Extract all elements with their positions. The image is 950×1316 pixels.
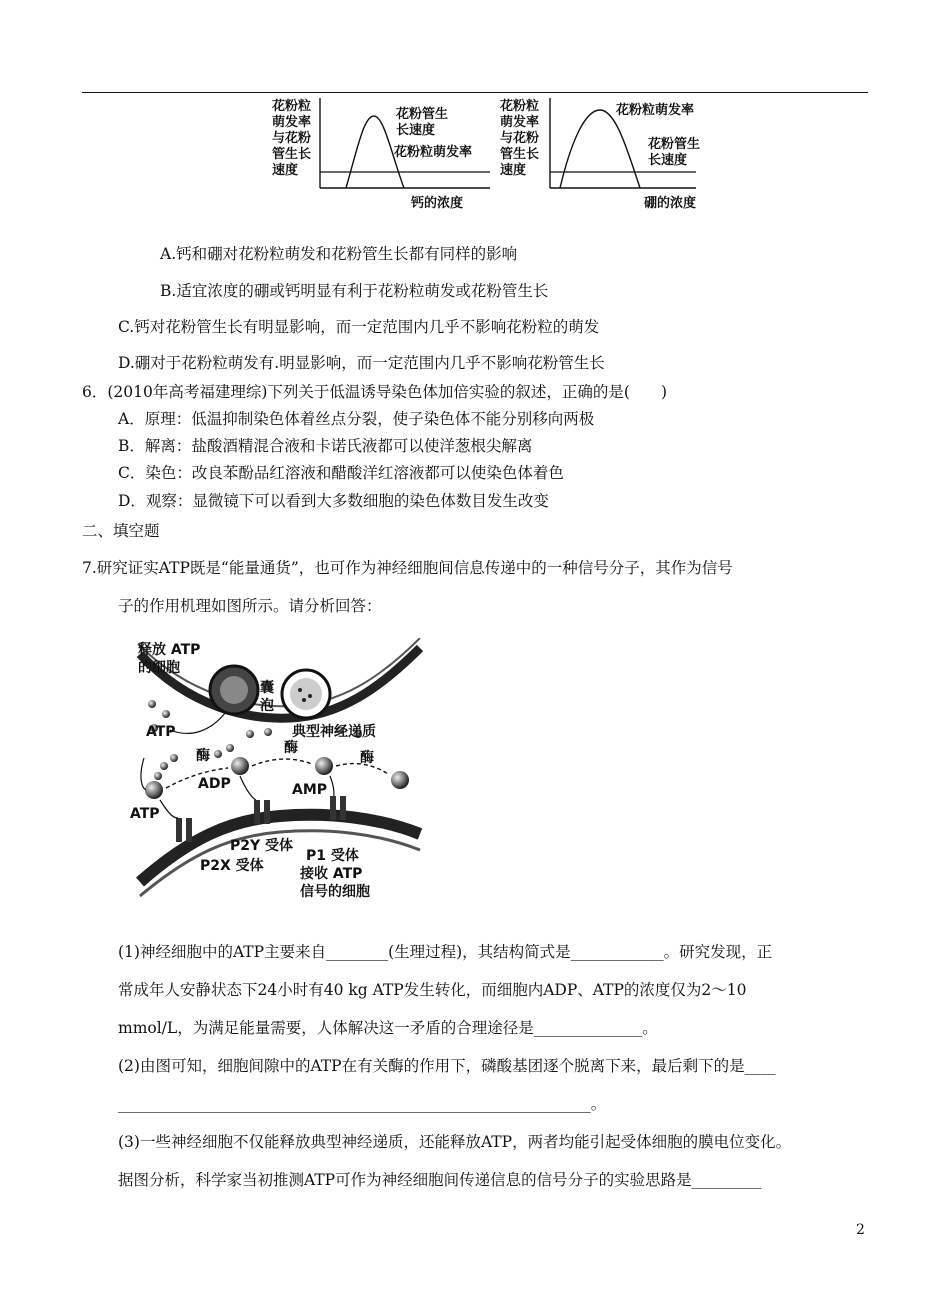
chart2-curve-label: 花粉粒萌发率 [616,103,695,118]
q6-option-b: B．解离：盐酸酒精混合液和卡诺氏液都可以使洋葱根尖解离 [118,437,533,455]
q5-option-c: C.钙对花粉管生长有明显影响，而一定范围内几乎不影响花粉粒的萌发 [118,318,600,336]
q7-sub1-cont: 常成年人安静状态下24小时有40 kg ATP发生转化，而细胞内ADP、ATP的浓度仅为2～10 [118,981,747,999]
q7-sub1-cont: mmol/L，为满足能量需要，人体解决这一矛盾的合理途径是______________。 [118,1019,658,1037]
chart1-curve-label: 花粉管生 [396,107,449,122]
q6-stem: 6．(2010年高考福建理综)下列关于低温诱导染色体加倍实验的叙述，正确的是( ) [82,383,667,401]
chart1-ylabel-line: 与花粉 [272,131,312,146]
atp-left-label: ATP [130,806,160,822]
section-heading: 二、填空题 [82,522,160,540]
enzyme-label: 酶 [360,750,374,766]
atp-top-label: ATP [146,724,176,740]
chart2-ylabel-line: 速度 [500,163,527,178]
q7-sub2: (2)由图可知，细胞间隙中的ATP在有关酶的作用下，磷酸基团逐个脱离下来，最后剩下的是____ [118,1057,776,1075]
chart2-ylabel-line: 管生长 [500,147,540,162]
q5-option-b: B.适宜浓度的硼或钙明显有利于花粉粒萌发或花粉管生长 [160,282,549,300]
adp-molecule [231,757,249,775]
chart2-germination-curve [560,110,640,188]
chart1-ylabel [271,98,311,178]
release-cell-label: 的细胞 [138,660,180,676]
vesicle-label: 囊 [260,680,274,696]
p1-label: P1 受体 [306,848,359,864]
chart1-ylabel-line: 萌发率 [272,115,312,130]
q6-option-a: A．原理：低温抑制染色体着丝点分裂，使子染色体不能分别移向两极 [118,410,595,428]
release-cell-membrane [140,648,420,718]
vesicle-right [282,670,330,718]
release-cell-label: 释放 ATP [138,642,201,658]
chart2-ylabel-line: 萌发率 [500,115,540,130]
chart1-xlabel: 钙的浓度 [411,196,464,211]
chart1-line-label: 花粉粒萌发率 [394,145,473,160]
q7-sub1: (1)神经细胞中的ATP主要来自________(生理过程)，其结构简式是____________。研究发现，正 [118,943,773,961]
chart2-xlabel: 硼的浓度 [644,196,697,211]
q7-sub3-cont: 据图分析，科学家当初推测ATP可作为神经细胞间传递信息的信号分子的实验思路是_________ [118,1171,762,1189]
typical-transmitter-label: 典型神经递质 [292,724,376,740]
boron-chart [496,96,718,214]
adenosine-molecule [391,771,409,789]
enzyme-label: 酶 [196,748,210,764]
amp-molecule [315,757,333,775]
chart2-ylabel [499,98,539,178]
amp-label: AMP [292,782,328,798]
q7-sub2-cont: _____________________________________________________________。 [118,1095,607,1113]
chart1-ylabel-line: 花粉粒 [272,99,312,114]
enzyme-label: 酶 [284,740,298,756]
p2x-label: P2X 受体 [200,858,264,874]
q5-option-a: A.钙和硼对花粉粒萌发和花粉管生长都有同样的影响 [160,245,518,263]
atp-molecule [145,781,163,799]
p1-label: 接收 ATP [300,866,363,882]
p1-label: 信号的细胞 [300,884,370,900]
header-rule [82,92,868,93]
adp-label: ADP [198,776,231,792]
calcium-chart [268,96,496,214]
q5-option-d: D.硼对于花粉粒萌发有.明显影响，而一定范围内几乎不影响花粉管生长 [118,354,605,372]
chart2-line-label: 花粉管生 [648,137,701,152]
q7-stem-cont: 子的作用机理如图所示。请分析回答： [118,597,382,615]
chart1-ylabel-line: 管生长 [272,147,312,162]
q6-option-c: C．染色：改良苯酚品红溶液和醋酸洋红溶液都可以使染色体着色 [118,464,564,482]
p2y-label: P2Y 受体 [230,838,294,854]
p2x-receptor-shape [176,818,192,842]
chart2-line-label: 长速度 [648,153,688,168]
chart2-ylabel-line: 与花粉 [500,131,540,146]
q7-sub3: (3)一些神经细胞不仅能释放典型神经递质，还能释放ATP，两者均能引起受体细胞的膜电位变化。 [118,1133,792,1151]
chart1-curve-label: 长速度 [396,123,436,138]
vesicle-left [210,666,258,714]
chart2-ylabel-line: 花粉粒 [500,99,540,114]
chart1-ylabel-line: 速度 [272,163,299,178]
q6-option-d: D．观察：显微镜下可以看到大多数细胞的染色体数目发生改变 [118,492,549,510]
page-number: 2 [856,1222,865,1238]
q7-stem: 7.研究证实ATP既是“能量通货”，也可作为神经细胞间信息传递中的一种信号分子，其作为信号 [82,559,733,577]
vesicle-label: 泡 [260,698,274,714]
atp-signal-figure [130,638,426,900]
